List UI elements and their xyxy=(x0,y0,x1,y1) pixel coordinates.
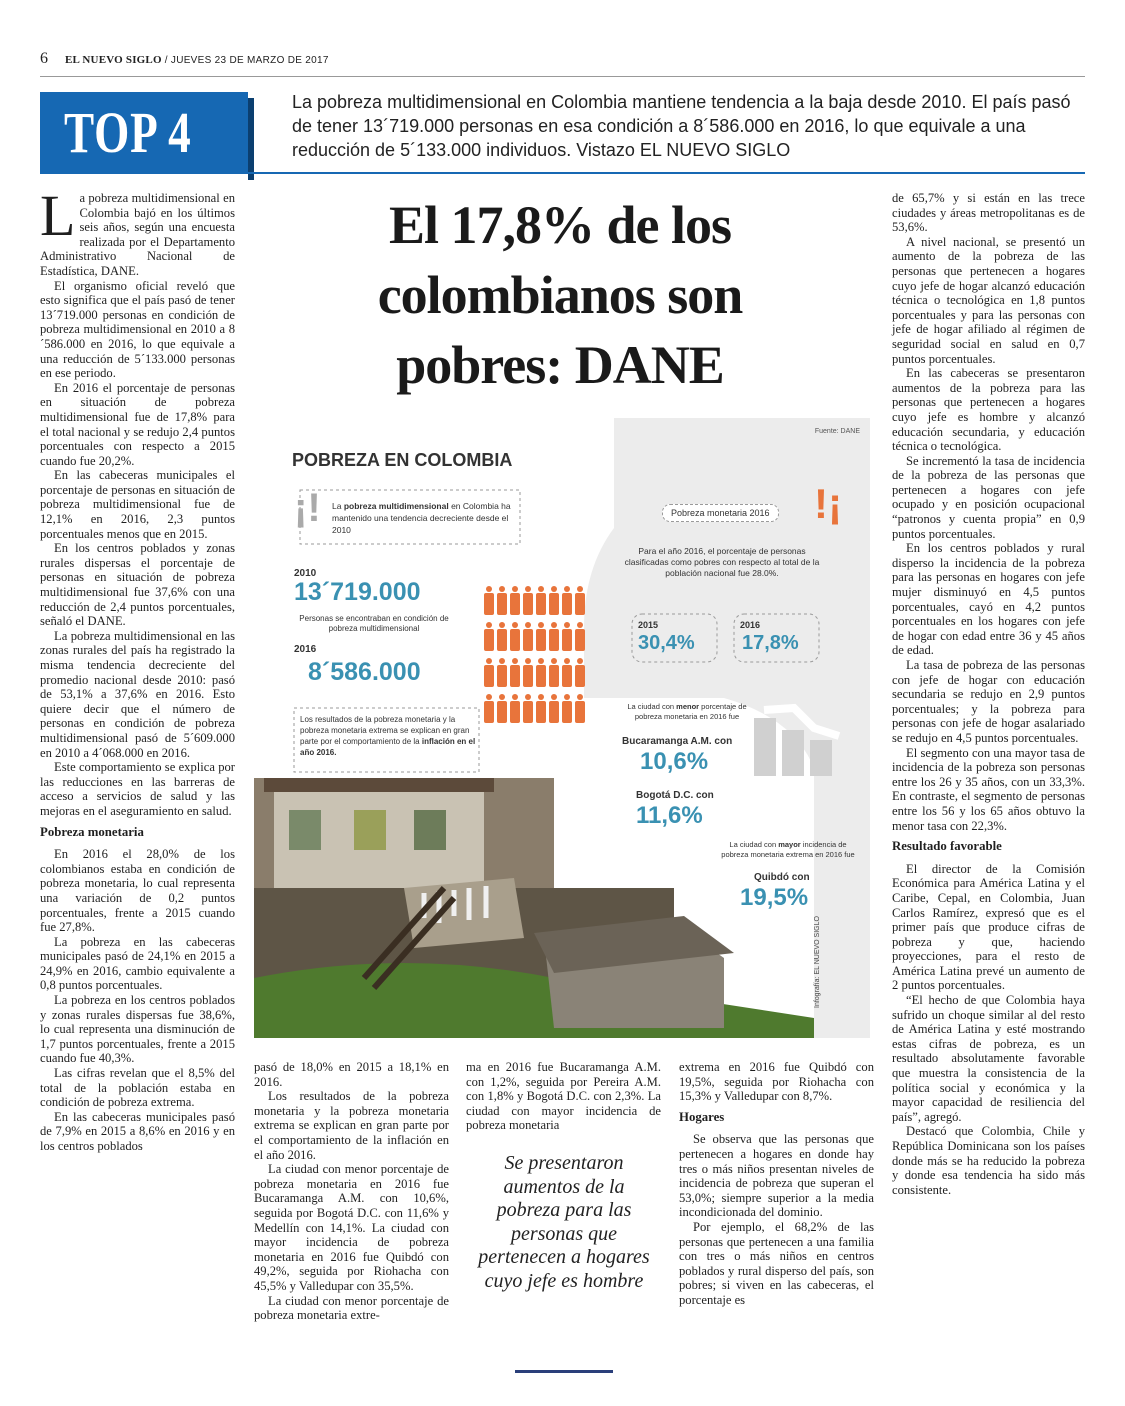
paragraph: Destacó que Colombia, Chile y República Dominicana son los países donde más se ha reducido la pobreza y donde esa tendencia ha sido más consistente. xyxy=(892,1124,1085,1197)
subhead-resultado: Resultado favorable xyxy=(892,839,1002,854)
person-icon-head xyxy=(551,586,557,592)
subhead-monetaria: Pobreza monetaria xyxy=(40,824,144,839)
infographic-title: POBREZA EN COLOMBIA xyxy=(292,450,513,470)
exclamation-icon: ¡! xyxy=(294,486,321,530)
person-icon-body xyxy=(562,629,572,651)
top-rule xyxy=(40,76,1085,77)
column-1 xyxy=(40,183,235,1154)
person-icon-head xyxy=(564,694,570,700)
person-icon-head xyxy=(486,622,492,628)
person-icon-head xyxy=(564,622,570,628)
person-icon-body xyxy=(484,665,494,687)
person-icon-head xyxy=(538,586,544,592)
paragraph: La tasa de pobreza de las personas con jefe de hogar con educación secundaria se redujo en 2,9 puntos porcentuales; y la pobreza para personas con jefe de hogar asalariado se redujo en 4,5 puntos porcentuales. xyxy=(892,658,1085,745)
paragraph: Las cifras revelan que el 8,5% del total de la población estaba en condición de pobreza extrema. xyxy=(40,1066,235,1110)
infographic xyxy=(254,418,870,1038)
person-icon-body xyxy=(484,701,494,723)
page-number: 6 xyxy=(40,50,48,67)
paragraph: Por ejemplo, el 68,2% de las personas que pertenecen a una familia con tres o más niños en centros poblados y rural disperso del país, son pobres; si viven en las cabeceras, el porcentaje es xyxy=(679,1219,874,1307)
person-icon-body xyxy=(523,701,533,723)
person-icon-head xyxy=(525,622,531,628)
person-icon-body xyxy=(484,629,494,651)
paragraph: Se incrementó la tasa de incidencia de la pobreza de las personas que pertenecen a hogares con jefe ocupado y en posición ocupacional “patronos y cuenta propia” en 0,9 puntos porcentuales. xyxy=(892,453,1085,541)
infographic-source: Fuente: DANE xyxy=(814,428,860,435)
mayor-text: La ciudad con mayor incidencia de pobreza monetaria extrema en 2016 fue xyxy=(721,840,855,859)
person-icon-body xyxy=(523,629,533,651)
paragraph: “El hecho de que Colombia haya sufrido un choque similar al del resto de América Latina y esté mostrando estas cifras de pobreza, es un resultado absolutamente favorable que muestra la consistencia de la política social y económica y la mayor capacidad de resiliencia del país”, agregó. xyxy=(892,993,1085,1124)
person-icon-body xyxy=(510,629,520,651)
monetaria-text: Para el año 2016, el porcentaje de personas clasificadas como pobres con respecto al total de la población nacional fue 28.0%. xyxy=(624,546,820,578)
paragraph: En los centros poblados y rural disperso la incidencia de la pobreza para las personas en hogares con jefe mujer disminuyó en 4,5 puntos porcentuales, cayó en 4,2 puntos porcentuales en los hogares con jefe de hogar con edad entre 36 y 45 años de edad. xyxy=(892,541,1085,658)
person-icon-body xyxy=(536,629,546,651)
paragraph: La pobreza en las cabeceras municipales pasó de 24,1% en 2015 a 24,9% en 2016, cambio equivalente a 0,8 puntos porcentuales. xyxy=(40,934,235,993)
paragraph: La pobreza en los centros poblados y zonas rurales dispersas fue 38,6%, lo cual representa una disminución de 1,7 puntos porcentuales, frente a 2015 cuando fue 40,3%. xyxy=(40,993,235,1066)
person-icon-body xyxy=(549,629,559,651)
year-2010: 2010 xyxy=(294,568,317,579)
person-icon-body xyxy=(536,701,546,723)
person-icon-body xyxy=(562,665,572,687)
person-icon-body xyxy=(497,701,507,723)
publication-name: EL NUEVO SIGLO xyxy=(65,54,162,66)
person-icon-body xyxy=(523,593,533,615)
city-1-value: 10,6% xyxy=(640,748,709,775)
column-5 xyxy=(892,191,1085,1197)
person-icon-head xyxy=(538,658,544,664)
paragraph: Este comportamiento se explica por las reducciones en las barreras de acceso a servicios de salud y las mejoras en el aseguramiento en salud. xyxy=(40,760,235,818)
person-icon-head xyxy=(577,658,583,664)
paragraph: En 2016 el 28,0% de los colombianos estaba en condición de pobreza monetaria, lo cual representa una variación de 0,2 puntos porcentuales, frente a 2015 cuando fue 27,8%. xyxy=(40,847,235,935)
person-icon-head xyxy=(564,658,570,664)
person-icon-body xyxy=(575,593,585,615)
value-2016: 8´586.000 xyxy=(308,658,421,686)
person-icon-head xyxy=(551,622,557,628)
intro-text: La pobreza multidimensional en Colombia ha mantenido una tendencia decreciente desde el 2010 xyxy=(332,501,511,535)
person-icon-body xyxy=(510,593,520,615)
paragraph: El director de la Comisión Económica para América Latina y el Caribe, Cepal, en Colombia, Juan Carlos Ramírez, expresó que es el primer país que produce cifras de pobreza y que, haciendo proyecciones, para el resto de América Latina prevé un aumento de 2 puntos porcentuales. xyxy=(892,861,1085,993)
paragraph: En las cabeceras municipales el porcentaje de personas en situación de pobreza multidimensional fue de 12,1% en 2016, 2,3 puntos porcentuales menos que en 2015. xyxy=(40,468,235,541)
paragraph: La pobreza multidimensional en las zonas rurales del país ha registrado la misma tendencia decreciente del promedio nacional desde 2010: pasó de 53,1% a 37,6% en 2016. Esto quiere decir que el número de personas en condición de pobreza multidimensional pasó de 5´609.000 en 2010 a 4´068.000 en 2016. xyxy=(40,628,235,760)
person-icon-body xyxy=(575,665,585,687)
monetaria-title: Pobreza monetaria 2016 xyxy=(662,504,779,522)
paragraph: A nivel nacional, se presentó un aumento de la pobreza de las personas que pertenecen a hogares cuyo jefe de hogar alcanzó educación técnica o tecnológica en 1,8 puntos porcentuales y para las personas con jefe de hogar afiliado al régimen de seguridad social en salud en 0,7 puntos porcentuales. xyxy=(892,234,1085,366)
box-2016-year: 2016 xyxy=(740,620,761,630)
person-icon-body xyxy=(536,665,546,687)
pullquote-rule xyxy=(515,1370,613,1373)
paragraph: extrema en 2016 fue Quibdó con 19,5%, seguida por Riohacha con 15,3% y Valledupar con 8,7%. xyxy=(679,1060,874,1104)
city-2: Bogotá D.C. con xyxy=(636,790,714,801)
person-icon-head xyxy=(486,586,492,592)
section-tag-label: TOP 4 xyxy=(64,100,192,165)
person-icon-head xyxy=(499,694,505,700)
person-icon-body xyxy=(536,593,546,615)
paragraph: ma en 2016 fue Bucaramanga A.M. con 1,2%, seguida por Pereira A.M. con 1,8% y Bogotá D.C. con 2,3%. La ciudad con mayor incidencia de pobreza monetaria xyxy=(466,1060,661,1133)
person-icon-body xyxy=(549,665,559,687)
people-icons xyxy=(484,586,585,723)
person-icon-body xyxy=(510,665,520,687)
person-icon-head xyxy=(538,622,544,628)
box-2016-value: 17,8% xyxy=(742,632,799,654)
issue-date: / JUEVES 23 DE MARZO DE 2017 xyxy=(164,55,329,66)
column-4 xyxy=(679,1060,874,1308)
column-2 xyxy=(254,1060,449,1323)
city-3-value: 19,5% xyxy=(740,884,809,911)
person-icon-head xyxy=(551,694,557,700)
person-icon-head xyxy=(525,658,531,664)
person-icon-body xyxy=(497,629,507,651)
person-icon-body xyxy=(575,701,585,723)
person-icon-head xyxy=(538,694,544,700)
paragraph: En 2016 el porcentaje de personas en situación de pobreza multidimensional fue de 17,8% para el total nacional y se redujo 2,4 puntos porcentuales con respecto a 2015 cuando fue 20,2%. xyxy=(40,380,235,468)
person-icon-body xyxy=(484,593,494,615)
slum-photo xyxy=(254,778,814,1038)
paragraph: de 65,7% y si están en las trece ciudades y áreas metropolitanas es de 53,6%. xyxy=(892,191,1085,235)
deck: La pobreza multidimensional en Colombia mantiene tendencia a la baja desde 2010. El país pasó de tener 13´719.000 personas en esa condición a 8´586.000 en 2016, lo que equivale a una reducción de 5´133.000 individuos. Vistazo EL NUEVO SIGLO xyxy=(292,92,1071,160)
inflation-text: Los resultados de la pobreza monetaria y la pobreza monetaria extrema se explican en gran parte por el comportamiento de la inflación en el año 2016. xyxy=(300,715,476,757)
person-icon-body xyxy=(510,701,520,723)
paragraph: El organismo oficial reveló que esto significa que el país pasó de tener 13´719.000 personas en condición de pobreza multidimensional en 2010 a 8´586.000 en 2016, lo que equivale a una reducción de 5´133.000 personas en ese periodo. xyxy=(40,278,235,381)
section-tag xyxy=(40,92,248,174)
person-icon-head xyxy=(499,622,505,628)
year-2016: 2016 xyxy=(294,644,317,655)
person-icon-head xyxy=(551,658,557,664)
person-icon-head xyxy=(486,658,492,664)
subhead-hogares: Hogares xyxy=(679,1109,725,1124)
infographic-credit: Infografía: EL NUEVO SIGLO xyxy=(814,916,821,1008)
person-icon-head xyxy=(512,586,518,592)
city-2-value: 11,6% xyxy=(636,802,703,829)
section-rule xyxy=(40,172,1085,174)
box-2015-year: 2015 xyxy=(638,620,659,630)
paragraph: En las cabeceras municipales pasó de 7,9% en 2015 a 8,6% en 2016 y en los centros poblados xyxy=(40,1109,235,1153)
person-icon-body xyxy=(575,629,585,651)
folio xyxy=(40,50,329,68)
person-icon-head xyxy=(486,694,492,700)
person-icon-head xyxy=(577,586,583,592)
person-icon-head xyxy=(577,622,583,628)
column-3 xyxy=(466,1060,661,1133)
city-1: Bucaramanga A.M. con xyxy=(622,736,733,747)
exclamation-icon-2: !¡ xyxy=(814,480,842,527)
section-tag-shadow xyxy=(248,98,254,180)
paragraph: La ciudad con menor porcentaje de pobreza monetaria extre- xyxy=(254,1293,449,1323)
headline: El 17,8% de los colombianos son pobres: DANE xyxy=(377,195,743,395)
person-icon-body xyxy=(549,593,559,615)
dropcap: L xyxy=(40,183,76,248)
person-icon-body xyxy=(549,701,559,723)
person-icon-head xyxy=(564,586,570,592)
person-icon-body xyxy=(562,701,572,723)
menor-text: La ciudad con menor porcentaje de pobreza monetaria en 2016 fue xyxy=(627,702,747,721)
person-icon-head xyxy=(512,622,518,628)
paragraph: En los centros poblados y zonas rurales dispersas el porcentaje de personas en situación de pobreza multidimensional fue 37,6% con una reducción de 2,4 puntos porcentuales, señaló el DANE. xyxy=(40,541,235,629)
person-icon-head xyxy=(525,586,531,592)
person-icon-body xyxy=(497,593,507,615)
person-icon-body xyxy=(523,665,533,687)
paragraph: En las cabeceras se presentaron aumentos de la pobreza para las personas que pertenecen a hogares cuyo jefe es hombre y alcanzó educación secundaria, y educación técnica o tecnológica. xyxy=(892,366,1085,454)
person-icon-body xyxy=(562,593,572,615)
person-icon-body xyxy=(497,665,507,687)
value-2010: 13´719.000 xyxy=(294,578,421,606)
box-2015-value: 30,4% xyxy=(638,632,695,654)
persons-caption: Personas se encontraban en condición de pobreza multidimensional xyxy=(299,614,449,633)
paragraph: El segmento con una mayor tasa de incidencia de la pobreza son personas entre los 26 y 35 años, con un 33,3%. En contraste, el segmento de personas entre los 56 y los 65 años obtuvo la menor tasa con 22,3%. xyxy=(892,745,1085,833)
person-icon-head xyxy=(512,658,518,664)
pullquote: Se presentaron aumentos de la pobreza para las personas que pertenecen a hogares cuyo jefe es hombre xyxy=(478,1152,650,1292)
person-icon-head xyxy=(525,694,531,700)
city-3: Quibdó con xyxy=(754,872,810,883)
person-icon-head xyxy=(499,586,505,592)
lead-paragraph: La pobreza multidimensional en Colombia bajó en los últimos seis años, según una encuesta realizada por el Departamento Administrativo Nacional de Estadística, DANE. xyxy=(40,183,235,278)
person-icon-head xyxy=(512,694,518,700)
paragraph: Los resultados de la pobreza monetaria y la pobreza monetaria extrema se explican en gran parte por el comportamiento de la inflación en el año 2016. xyxy=(254,1089,449,1162)
person-icon-head xyxy=(499,658,505,664)
person-icon-head xyxy=(577,694,583,700)
paragraph: pasó de 18,0% en 2015 a 18,1% en 2016. xyxy=(254,1060,449,1089)
paragraph: Se observa que las personas que pertenecen a hogares en donde hay tres o más niños presentan niveles de incidencia de pobreza que superan el 53,0%; siempre superior a la media incondicionada del dominio. xyxy=(679,1132,874,1220)
paragraph: La ciudad con menor porcentaje de pobreza monetaria en 2016 fue Bucaramanga A.M. con 10,6%, seguida por Bogotá D.C. con 11,6% y Medellín con 14,1%. La ciudad con mayor incidencia de pobreza monetaria en 2016 fue Quibdó con 49,2%, seguida por Riohacha con 45,5% y Valledupar con 35,5%. xyxy=(254,1162,449,1293)
